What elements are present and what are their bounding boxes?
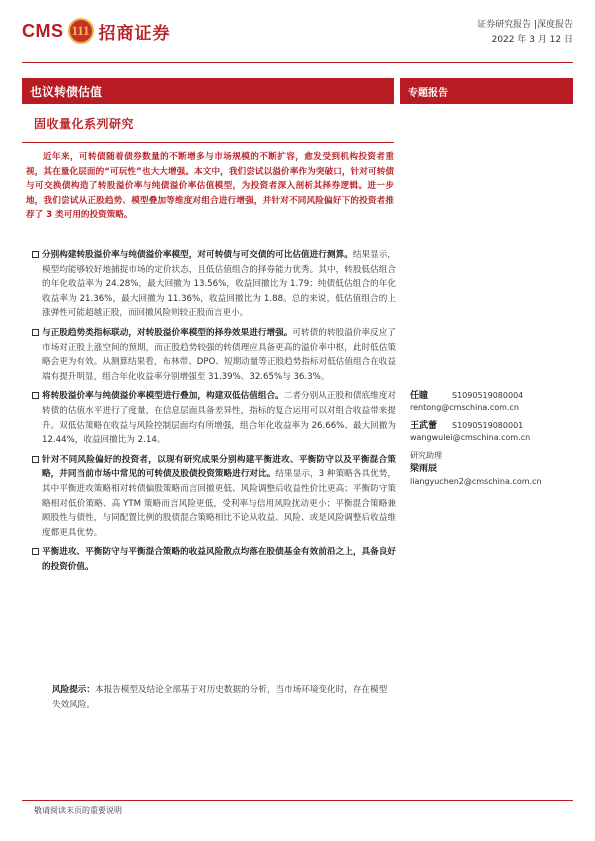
- analyst-cert-id: S1090519080004: [452, 391, 524, 400]
- key-point-heading: 针对不同风险偏好的投资者，以现有研究成果分别构建平衡进攻、平衡防守以及平衡混合策略，并同当前市场中常见的可转债及股债投资策略进行对比。: [42, 454, 396, 480]
- report-date: 2022 年 3 月 12 日: [491, 35, 573, 45]
- logo-badge-icon: 111: [68, 18, 94, 44]
- title-bar: [22, 78, 394, 104]
- abstract-paragraph: 近年来，可转债随着债券数量的不断增多与市场规模的不断扩容，愈发受到机构投资者重视，其在量化层面的“可玩性”也大大增强。本文中，我们尝试以溢价率作为突破口，针对可转债与可交换债构造了转股溢价率与纯债溢价率估值模型，为投资者深入剖析其择券逻辑。进一步地，我们尝试从正股趋势、模型叠加等维度对组合进行增强，并针对不同风险偏好下的投资者推荐了 3 类可用的投资策略。: [26, 152, 394, 221]
- checkbox-bullet-icon: [32, 456, 39, 463]
- assistant-email: liangyuchen2@cmschina.com.cn: [410, 477, 542, 486]
- analyst-name: 王武蕾: [410, 421, 438, 431]
- company-logo: [22, 18, 171, 44]
- report-category: 专题报告: [408, 88, 448, 99]
- checkbox-bullet-icon: [32, 392, 39, 399]
- analyst-row: [410, 420, 575, 432]
- key-point-heading: 平衡进攻、平衡防守与平衡混合策略的收益风险散点均落在股债基金有效前沿之上，具备良好的投资价值。: [42, 547, 396, 572]
- footer-note: 敬请阅读末页的重要说明: [34, 806, 122, 815]
- analyst-email: rentong@cmschina.com.cn: [410, 403, 519, 412]
- risk-label: 风险提示：: [52, 685, 95, 695]
- logo-latin: CMS: [22, 20, 64, 41]
- key-point: [24, 326, 396, 384]
- checkbox-bullet-icon: [32, 251, 39, 258]
- report-type: 证券研究报告 |深度报告: [477, 20, 573, 30]
- key-point-body: 结果显示，模型均能够较好地捕捉市场的定价状态，且低估值组合的择券能力优秀。其中，转股低估组合的年化收益率为 24.28%，最大回撤为 13.56%，收益回撤比为 1.79；纯债低估组合的年化收益率为 21.36%，最大回撤为 11.36%，收益回撤比为 1.88。总的来说，低估值组合的上涨弹性可能超越正股，而回撤风险则较正股而言更小。: [42, 250, 396, 319]
- key-point-heading: 与正股趋势类指标联动，对转股溢价率模型的择券效果进行增强。: [42, 327, 293, 338]
- key-point-body: 二者分别从正股和债底维度对转债的估值水平进行了度量，在信息层面具备差异性，指标的复合运用可以对组合收益带来提升。双低估策略在收益与风险控制层面均有所增强，组合年化收益率为 26.66%、最大回撤为 12.44%，收益回撤比为 2.14。: [42, 391, 396, 446]
- assistant-name: 梁雨辰: [410, 464, 438, 474]
- key-points: [24, 248, 396, 574]
- header-divider: [22, 62, 573, 63]
- analyst-cert-id: S1090519080001: [452, 421, 524, 430]
- key-point-body: 结果显示，3 种策略各具优势，其中平衡进攻策略相对转债偏股策略而言回撤更低、风险调整后收益性价比更高；平衡防守策略相对低价策略、高 YTM 策略而言风险更低，受利率与信用风险扰动更小；平衡混合策略兼顾股性与债性，与同配置比例的股债混合策略相比不论从收益、风险、或是风险调整后收益维度都更具优势。: [42, 469, 396, 538]
- page-header: [0, 0, 595, 62]
- key-point-body: 可转债的转股溢价率反应了市场对正股上涨空间的预期，而正股趋势较强的转债理应具备更高的溢价率中枢，此时低估策略会更为有效。从测算结果看，布林带、DPO、短期动量等正股趋势指标对低估值组合在收益端有提升明显，组合年化收益率分别增强至 31.39%、32.65%与 36.3%。: [42, 327, 396, 382]
- key-point-heading: 将转股溢价率与纯债溢价率模型进行叠加，构建双低估值组合。: [42, 391, 284, 402]
- key-point: [24, 389, 396, 447]
- logo-chinese-name: 招商证券: [98, 23, 171, 44]
- header-meta: [477, 18, 573, 48]
- analyst-name: 任瞳: [410, 391, 429, 401]
- analyst-row: [410, 390, 575, 402]
- report-title: 也议转债估值: [30, 85, 103, 99]
- key-point: [24, 545, 396, 574]
- analyst-panel: [410, 390, 575, 494]
- report-subtitle: 固收量化系列研究: [34, 117, 135, 131]
- risk-warning: [52, 683, 394, 712]
- key-point-heading: 分别构建转股溢价率与纯债溢价率模型，对可转债与可交债的可比估值进行测算。: [42, 250, 353, 260]
- subtitle-divider: [22, 142, 394, 143]
- key-point: [24, 453, 396, 541]
- side-category-bar: [400, 78, 573, 104]
- checkbox-bullet-icon: [32, 329, 39, 336]
- checkbox-bullet-icon: [32, 548, 39, 555]
- risk-text: 本报告模型及结论全部基于对历史数据的分析，当市场环境变化时，存在模型失效风险。: [52, 685, 388, 710]
- footer-divider: [22, 800, 573, 801]
- analyst-email: wangwulei@cmschina.com.cn: [410, 433, 531, 442]
- key-point: [24, 248, 396, 321]
- assistant-role: 研究助理: [410, 451, 442, 460]
